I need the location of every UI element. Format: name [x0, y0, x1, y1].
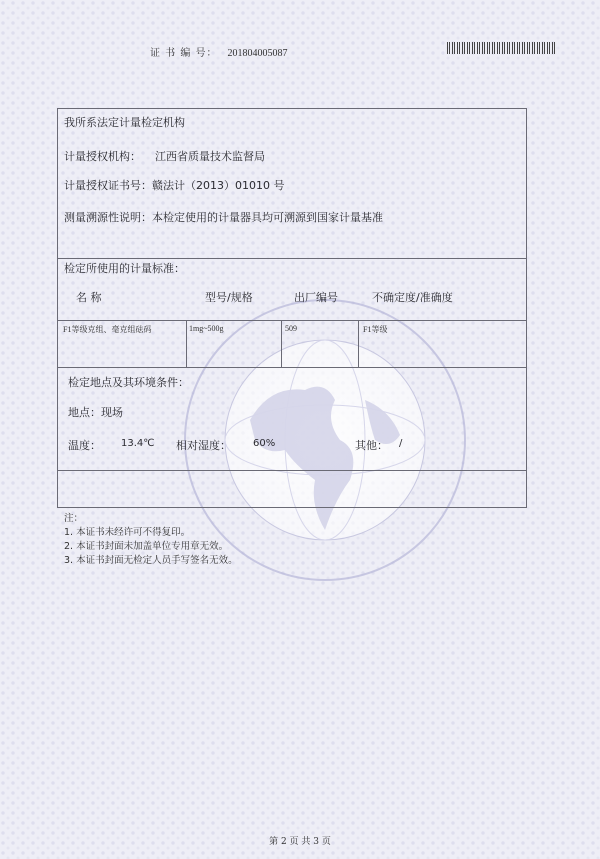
- divider: [358, 320, 359, 367]
- cert-value: 赣法计（2013）01010 号: [152, 179, 285, 192]
- note-item: 1. 本证书未经许可不得复印。: [64, 527, 191, 538]
- col-header-uncertainty: 不确定度/准确度: [372, 291, 453, 304]
- org-title: 我所系法定计量检定机构: [64, 116, 185, 129]
- standard-model-cell: 1mg~500g: [189, 324, 224, 333]
- col-header-model: 型号/规格: [205, 291, 253, 304]
- authority-value: 江西省质量技术监督局: [155, 150, 265, 163]
- standard-serial-cell: 509: [285, 324, 297, 333]
- other-label: 其他：: [355, 439, 388, 452]
- authority-label: 计量授权机构：: [64, 150, 141, 163]
- certificate-number-value: 201804005087: [227, 48, 288, 59]
- certificate-number: [150, 44, 288, 59]
- environment-title: 检定地点及其环境条件：: [68, 376, 189, 389]
- certificate-number-label: 证 书 编 号：: [150, 48, 218, 59]
- humidity-label: 相对湿度：: [176, 439, 231, 452]
- traceability-statement: 测量溯源性说明：本检定使用的计量器具均可溯源到国家计量基准: [64, 211, 383, 224]
- note-item: 3. 本证书封面无检定人员手写签名无效。: [64, 555, 238, 566]
- col-header-name: 名 称: [76, 291, 102, 304]
- humidity-value: 60%: [253, 438, 276, 449]
- temperature-value: 13.4℃: [121, 438, 155, 449]
- location-row: [68, 404, 123, 420]
- divider: [58, 320, 526, 321]
- note-item: 2. 本证书封面未加盖单位专用章无效。: [64, 541, 229, 552]
- authority-row: [64, 148, 265, 164]
- cert-row: [64, 177, 284, 193]
- standard-name-cell: F1等级克组、毫克组砝码: [63, 325, 152, 334]
- temperature-label: 温度：: [68, 439, 101, 452]
- notes-title: 注：: [64, 513, 84, 524]
- location-value: 现场: [101, 406, 123, 419]
- notes: [64, 512, 238, 568]
- location-label: 地点：: [68, 406, 101, 419]
- page-number: 第 2 页 共 3 页: [269, 837, 331, 847]
- divider: [281, 320, 282, 367]
- divider: [58, 367, 526, 368]
- standards-title: 检定所使用的计量标准：: [64, 262, 185, 275]
- cert-label: 计量授权证书号：: [64, 179, 152, 192]
- divider: [186, 320, 187, 367]
- other-value: /: [399, 438, 403, 449]
- divider: [58, 258, 526, 259]
- col-header-serial: 出厂编号: [294, 291, 338, 304]
- barcode-icon: [447, 42, 557, 54]
- divider: [58, 470, 526, 471]
- standard-uncertainty-cell: F1等级: [363, 325, 388, 334]
